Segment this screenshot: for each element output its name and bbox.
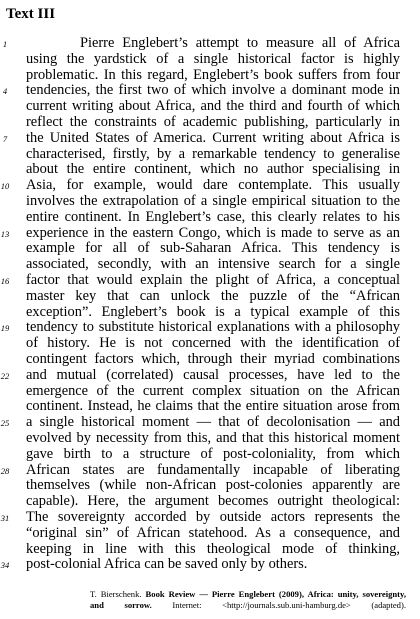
passage-line <box>0 384 420 400</box>
passage-line <box>0 320 420 336</box>
line-number: 28 <box>0 465 10 476</box>
passage-line <box>0 510 420 526</box>
line-text: problematic. In this regard, Englebert’s book suffers from four <box>26 67 400 83</box>
passage-line <box>0 542 420 558</box>
passage-line <box>0 273 420 289</box>
passage-line <box>0 557 420 573</box>
line-text: the United States of America. Current writing about Africa is <box>26 130 400 146</box>
line-text: tendency to substitute historical explanations with a philosophy <box>26 320 400 336</box>
line-number: 25 <box>0 418 10 429</box>
passage-line <box>0 526 420 542</box>
line-text: Pierre Englebert’s attempt to measure all of Africa <box>80 36 400 51</box>
passage-line <box>0 447 420 463</box>
line-text: using the yardstick of a single historical factor is highly <box>26 51 400 67</box>
line-number: 1 <box>2 39 8 49</box>
line-number: 10 <box>0 181 10 192</box>
line-number: 7 <box>2 133 8 144</box>
citation-source: Internet: <http://journals.sub.uni-hamburg.de> (adapted). <box>172 599 406 610</box>
passage-line <box>0 241 420 257</box>
line-text: master key that can unlock the puzzle of the “African <box>26 288 400 304</box>
citation-title: Book Review — Pierre Englebert (2009), Africa: unity, sovereignty, <box>145 589 406 599</box>
line-number: 34 <box>0 560 10 571</box>
line-number: 31 <box>0 512 10 523</box>
line-number: 19 <box>0 323 10 334</box>
line-text: factor that would explain the plight of Africa, a conceptual <box>26 272 400 288</box>
passage-line <box>0 289 420 305</box>
line-number: 4 <box>2 86 8 97</box>
passage-line <box>0 147 420 163</box>
line-number: 22 <box>0 370 10 381</box>
line-text: post-colonial Africa can be saved only by others. <box>26 557 308 573</box>
passage-line <box>0 83 420 99</box>
line-text: and mutual (correlated) causal processes, have led to the <box>26 367 400 383</box>
line-text: associated, secondly, with an intensive search for a single <box>26 257 400 273</box>
line-text: “original sin” of African statehood. As a consequence, and <box>26 525 400 541</box>
passage-line <box>0 494 420 510</box>
passage-line <box>0 399 420 415</box>
line-text: experience in the eastern Congo, which is made to serve as an <box>26 225 400 241</box>
passage-line <box>0 52 420 68</box>
line-text: reflect the constraints of academic publishing, particularly in <box>26 114 400 130</box>
passage-line <box>0 352 420 368</box>
line-text: exception”. Englebert’s book is a typical example of this <box>26 304 400 320</box>
passage-line <box>0 226 420 242</box>
citation-title-end: and sorrow. <box>90 599 152 610</box>
passage-line <box>0 336 420 352</box>
line-text: The sovereignty accorded by outside actors represents the <box>26 509 400 525</box>
line-text: involves the extrapolation of a single empirical situation to the <box>26 193 400 209</box>
line-text: tendencies, the first two of which involve a dominant mode in <box>26 83 400 99</box>
line-text: characterised, firstly, by a remarkable tendency to generalise <box>26 146 400 162</box>
passage-line <box>0 194 420 210</box>
line-text: gave birth to a structure of post-coloniality, from which <box>26 446 400 462</box>
passage-line <box>0 131 420 147</box>
passage-line <box>0 178 420 194</box>
line-text: evolved by necessity from this, and that this historical moment <box>26 430 400 446</box>
line-text: Asia, for example, would dare contemplate. This usually <box>26 178 400 194</box>
line-number: 16 <box>0 275 10 286</box>
citation <box>90 589 406 610</box>
line-text: continent. Instead, he claims that the entire situation arose from <box>26 399 400 415</box>
passage-line <box>0 368 420 384</box>
passage-line <box>0 478 420 494</box>
line-text: of history. He is not concerned with the identification of <box>26 336 400 352</box>
passage-line <box>0 99 420 115</box>
passage-line <box>0 257 420 273</box>
line-text: African states are fundamentally incapable of liberating <box>26 462 400 478</box>
page-title: Text III <box>6 6 56 22</box>
passage-line <box>0 68 420 84</box>
passage-line <box>0 162 420 178</box>
passage-line <box>0 210 420 226</box>
passage-text <box>0 36 420 573</box>
passage-line <box>0 36 420 52</box>
passage-line <box>0 415 420 431</box>
citation-line-2 <box>90 600 406 611</box>
citation-line-1 <box>90 589 406 600</box>
passage-line <box>0 115 420 131</box>
line-text: keeping in line with this theological mode of thinking, <box>26 541 400 557</box>
line-text: example for all of sub-Saharan Africa. This tendency is <box>26 241 400 257</box>
line-number: 13 <box>0 228 10 239</box>
line-text: current writing about Africa, and the third and fourth of which <box>26 99 400 115</box>
line-text: entire continent. In Englebert’s case, this clearly relates to his <box>26 209 400 225</box>
line-text: about the entire continent, which no author specialising in <box>26 162 400 178</box>
citation-author: T. Bierschenk. <box>90 589 142 599</box>
passage-line <box>0 463 420 479</box>
line-text: emergence of the current complex situation on the African <box>26 383 400 399</box>
passage-line <box>0 305 420 321</box>
line-text: contingent factors which, through their myriad combinations <box>26 351 400 367</box>
line-text: a single historical moment — that of decolonisation — and <box>26 415 400 431</box>
passage-line <box>0 431 420 447</box>
line-text: capable). Here, the argument becomes outright theological: <box>26 494 400 510</box>
line-text: themselves (while non-African post-colonies apparently are <box>26 478 400 494</box>
